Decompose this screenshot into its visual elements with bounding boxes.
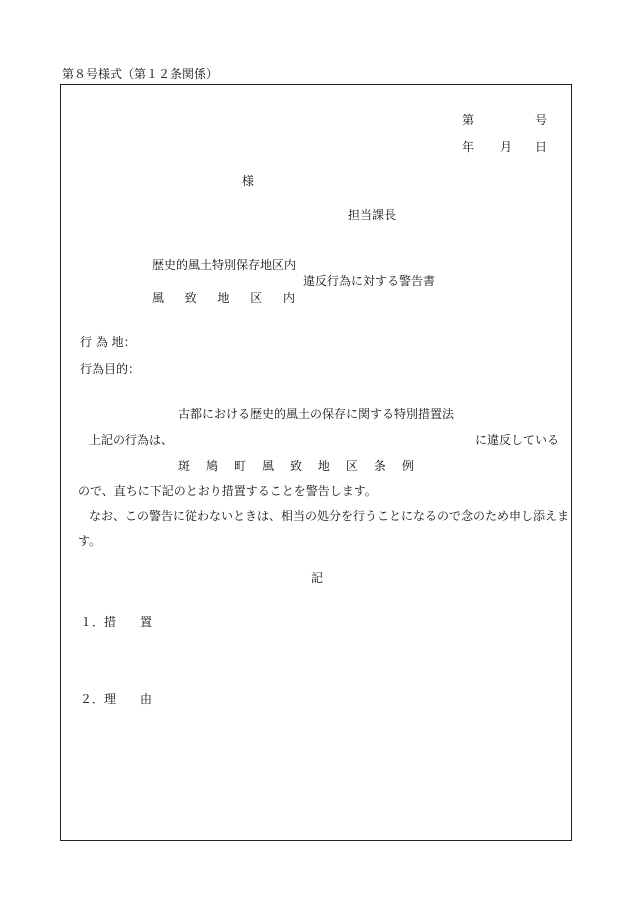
item-measure (80, 615, 152, 629)
item-label-char: 理 (104, 692, 117, 706)
date-year: 年 (462, 140, 475, 154)
ordinance-char: 例 (401, 459, 414, 473)
document-title: 違反行為に対する警告書 (303, 274, 436, 288)
addressee-suffix: 様 (242, 174, 255, 188)
law-name: 古都における歴史的風土の保存に関する特別措置法 (178, 407, 455, 421)
ordinance-char: 地 (317, 459, 330, 473)
item-label-char: 措 (104, 615, 117, 629)
note-line1: なお、この警告に従わないときは、相当の処分を行うことになるので念のため申し添えま (89, 509, 570, 523)
date-day: 日 (535, 140, 548, 154)
doc-number-prefix: 第 (462, 113, 475, 127)
date-month: 月 (500, 140, 513, 154)
ordinance-char: 条 (373, 459, 386, 473)
subject-char: 内 (282, 291, 295, 305)
subject-line1: 歴史的風土特別保存地区内 (152, 258, 297, 272)
subject-char: 致 (184, 291, 197, 305)
item-label-char: 置 (140, 615, 153, 629)
violation-tail: に違反している (475, 433, 560, 447)
purpose-label: 行為目的： (80, 362, 141, 376)
ki-heading: 記 (311, 571, 324, 585)
subject-char: 地 (217, 291, 230, 305)
form-label: 第８号様式（第１２条関係） (62, 67, 219, 81)
item-number: ２． (80, 692, 105, 706)
subject-char: 風 (152, 291, 165, 305)
subject-line2 (152, 291, 295, 305)
item-label-char: 由 (140, 692, 153, 706)
ordinance-char: 町 (233, 459, 246, 473)
sender: 担当課長 (348, 208, 397, 222)
location-label: 行 為 地： (80, 335, 136, 349)
sentence-end: ので、直ちに下記のとおり措置することを警告します。 (78, 484, 377, 498)
ordinance-char: 斑 (178, 459, 191, 473)
ordinance-name (178, 459, 414, 473)
ordinance-char: 鳩 (205, 459, 218, 473)
item-reason (80, 692, 152, 706)
subject-char: 区 (250, 291, 263, 305)
item-number: １． (80, 615, 105, 629)
ordinance-char: 区 (345, 459, 358, 473)
ordinance-char: 致 (289, 459, 302, 473)
doc-number-suffix: 号 (535, 113, 548, 127)
note-line2: す。 (78, 534, 102, 548)
ordinance-char: 風 (261, 459, 274, 473)
body-lead: 上記の行為は、 (89, 433, 174, 447)
